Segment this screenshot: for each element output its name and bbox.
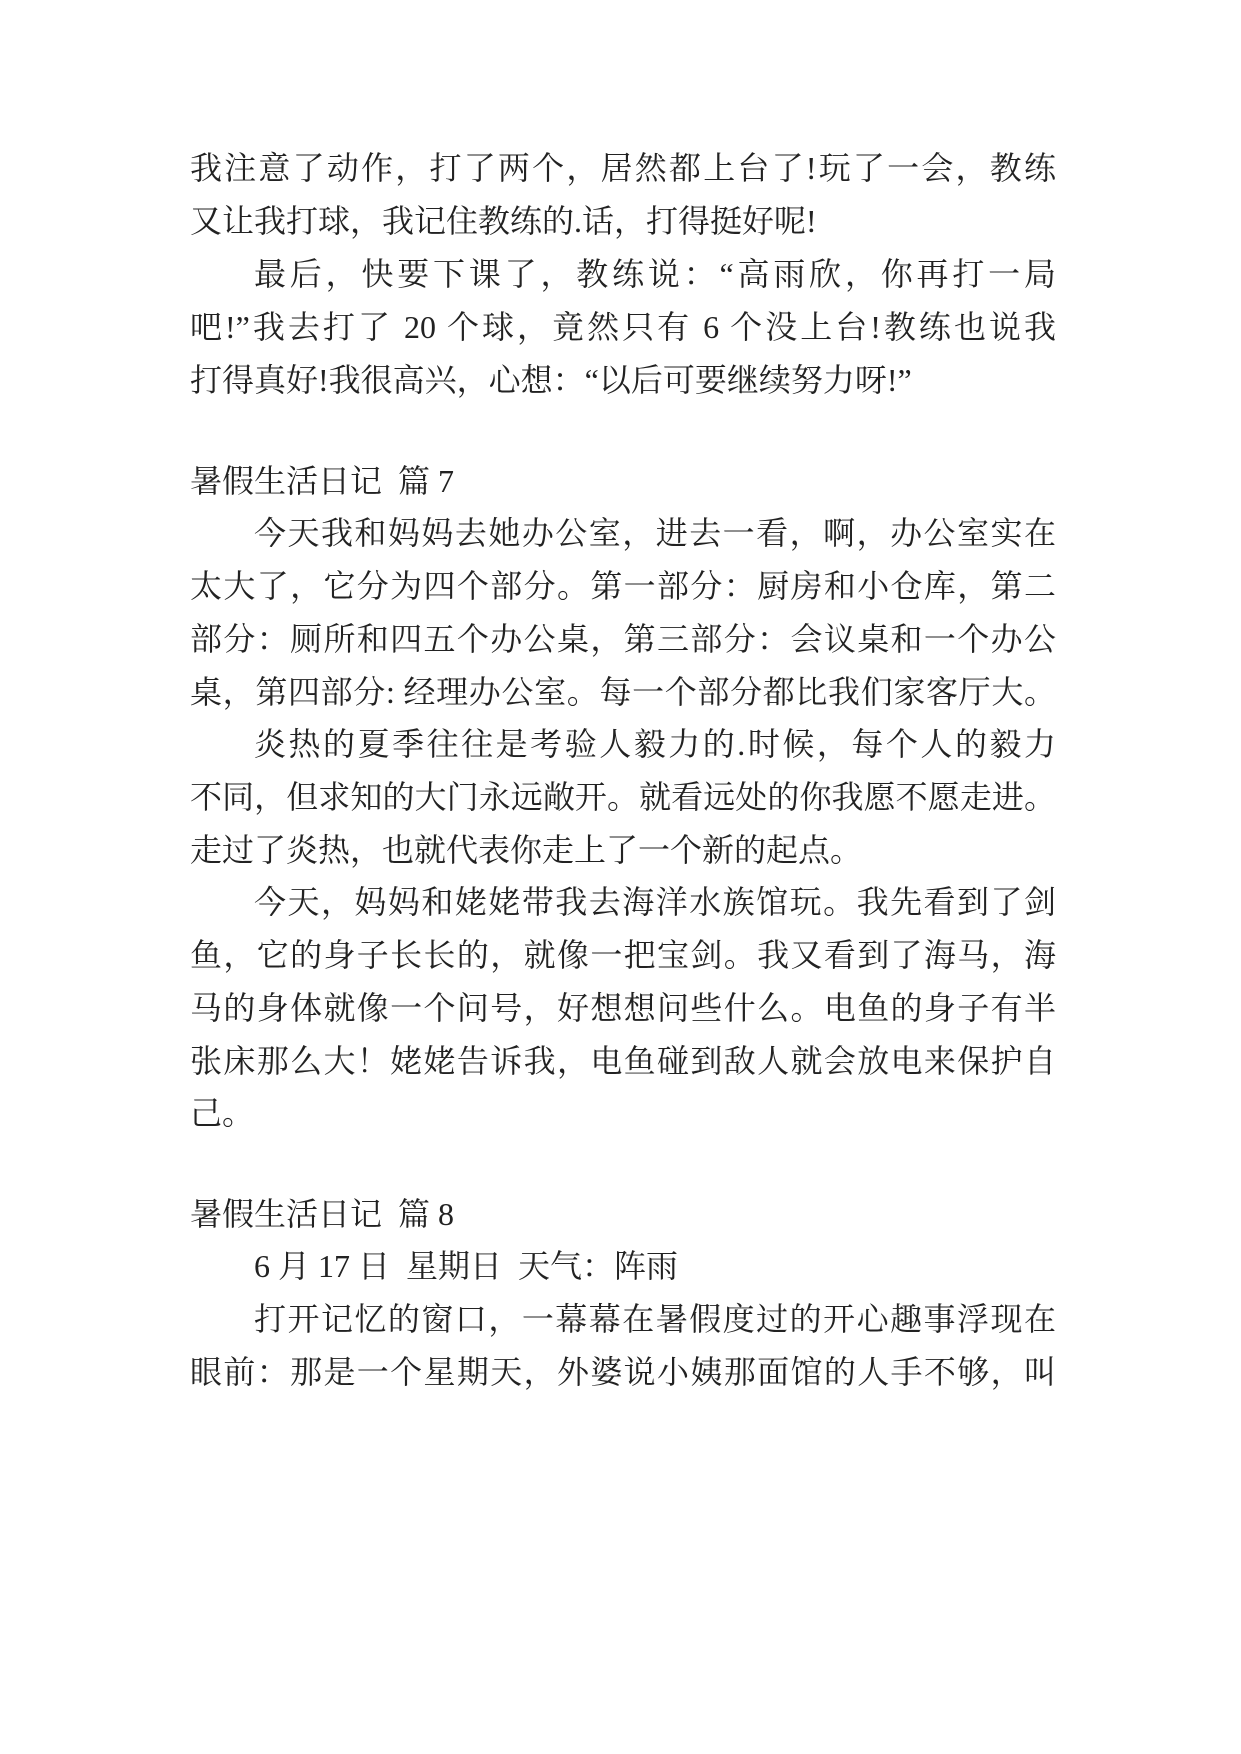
text-line: 炎热的夏季往往是考验人毅力的.时候，每个人的毅力 <box>254 726 1056 762</box>
text-line: 又让我打球，我记住教练的.话，打得挺好呢! <box>190 203 817 239</box>
text-line: 太大了，它分为四个部分。第一部分：厨房和小仓库，第二 <box>190 568 1056 604</box>
text-line: 不同，但求知的大门永远敞开。就看远处的你我愿不愿走进。 <box>190 779 1056 815</box>
text-line: 己。 <box>190 1095 255 1131</box>
text-line: 马的身体就像一个问号，好想想问些什么。电鱼的身子有半 <box>190 990 1056 1026</box>
text-line: 我注意了动作，打了两个，居然都上台了!玩了一会，教练 <box>190 150 1056 186</box>
text-line: 鱼，它的身子长长的，就像一把宝剑。我又看到了海马，海 <box>190 937 1056 973</box>
text-line: 部分：厕所和四五个办公桌，第三部分：会议桌和一个办公 <box>190 621 1056 657</box>
text-line: 张床那么大！姥姥告诉我，电鱼碰到敌人就会放电来保护自 <box>190 1043 1056 1079</box>
text-line: 打得真好!我很高兴，心想：“以后可要继续努力呀!” <box>190 362 912 398</box>
text-line: 眼前：那是一个星期天，外婆说小姨那面馆的人手不够，叫 <box>190 1354 1056 1390</box>
text-line: 今天，妈妈和姥姥带我去海洋水族馆玩。我先看到了剑 <box>254 884 1056 920</box>
text-line: 走过了炎热，也就代表你走上了一个新的起点。 <box>190 832 863 868</box>
text-line: 打开记忆的窗口，一幕幕在暑假度过的开心趣事浮现在 <box>254 1301 1056 1337</box>
date-weather-line: 6 月 17 日 星期日 天气：阵雨 <box>254 1248 679 1284</box>
text-line: 今天我和妈妈去她办公室，进去一看，啊，办公室实在 <box>254 515 1056 551</box>
text-line: 吧!”我去打了 20 个球，竟然只有 6 个没上台!教练也说我 <box>190 309 1056 345</box>
section-heading: 暑假生活日记 篇 7 <box>190 463 455 499</box>
text-line: 最后，快要下课了，教练说：“高雨欣，你再打一局 <box>254 256 1056 292</box>
text-line: 桌，第四部分: 经理办公室。每一个部分都比我们家客厅大。 <box>190 674 1056 710</box>
section-heading: 暑假生活日记 篇 8 <box>190 1196 455 1232</box>
